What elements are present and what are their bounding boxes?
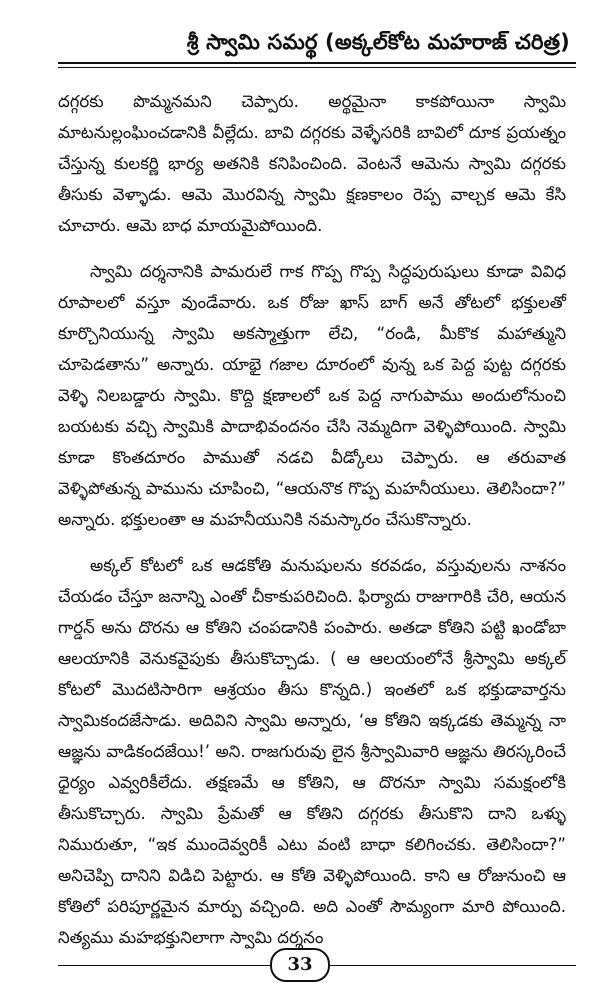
- paragraph: దగ్గరకు పొమ్మనమని చెప్పారు. అర్థమైనా కాకపోయినా స్వామి మాటనుల్లంఘించడానికి వీల్లేదు. బావి దగ్గరకు వెళ్ళేసరికి బావిలో దూక ప్రయత్నం చేస్తున్న కులకర్ణి భార్య అతనికి కనిపించింది. వెంటనే ఆమెను స్వామి దగ్గరకు తీసుకు వెళ్ళాడు. ఆమె మొరవిన్న స్వామి క్షణకాలం రెప్ప వాల్చక ఆమె కేసి చూచారు. ఆమె బాధ మాయమైపోయింది.: [58, 92, 566, 235]
- page-number: 33: [270, 948, 330, 982]
- paragraph: స్వామి దర్శనానికి పామరులే గాక గొప్ప గొప్ప సిద్ధపురుషులు కూడా వివిధ రూపాలలో వస్తూ వుండేవారు. ఒక రోజు ఖాస్ బాగ్ అనే తోటలో భక్తులతో కూర్చొనియున్న స్వామి అకస్మాత్తుగా లేచి, “రండి, మీకొక మహాత్ముని చూపెడతాను” అన్నారు. యాభై గజాల దూరంలో వున్న ఒక పెద్ద పుట్ట దగ్గరకు వెళ్ళి నిలబడ్డారు స్వామి. కొద్ది క్షణాలలో ఒక పెద్ద నాగుపాము అందులోనుంచి బయటకు వచ్చి స్వామికి పాదాభివందనం చేసి నెమ్మదిగా వెళ్ళిపోయింది. స్వామి కూడా కొంతదూరం పాముతో నడచి వీడ్కోలు చెప్పారు. ఆ తరువాత వెళ్ళిపోతున్న పామును చూపించి, “ఆయనొక గొప్ప మహనీయులు. తెలిసిందా?” అన్నారు. భక్తులంతా ఆ మహనీయునికి నమస్కారం చేసుకొన్నారు.: [58, 262, 566, 529]
- header-rule: [58, 62, 576, 64]
- body-text: [58, 86, 566, 968]
- paragraph: అక్కల్ కోటలో ఒక ఆడకోతి మనుషులను కరవడం, వస్తువులను నాశనం చేయడం చేస్తూ జనాన్ని ఎంతో చీకాకుపరిచింది. ఫిర్యాదు రాజుగారికి చేరి, ఆయన గార్డన్ అను దొరను ఆ కోతిని చంపడానికి పంపారు. అతడా కోతిని పట్టి ఖండోబా ఆలయానికి వెనుకవైపుకు తీసుకొచ్చాడు. ( ఆ ఆలయంలోనే శ్రీస్వామి అక్కల్ కోటలో మొదటిసారిగా ఆశ్రయం తీసు కొన్నది.) ఇంతలో ఒక భక్తుడావార్తను స్వామికందజేసాడు. అదివిని స్వామి అన్నారు, ‘ఆ కోతిని ఇక్కడకు తెమ్మన్న నా ఆజ్ఞను వాడికందజేయి!’ అని. రాజగురువు లైన శ్రీస్వామివారి ఆజ్ఞను తిరస్కరించే ధైర్యం ఎవ్వరికీలేదు. తక్షణమే ఆ కోతిని, ఆ దొరనూ స్వామి సమక్షంలోకి తీసుకొచ్చారు. స్వామి ప్రేమతో ఆ కోతిని దగ్గరకు తీసుకొని దాని ఒళ్ళు నిమురుతూ, “ఇక ముందెవ్వరికీ ఎటు వంటి బాధా కలిగించకు. తెలిసిందా?” అనిచెప్పి దానిని విడిచి పెట్టారు. ఆ కోతి వెళ్ళిపోయింది. కాని ఆ రోజునుంచి ఆ కోతిలో పరిపూర్ణమైన మార్పు వచ్చింది. అది ఎంతో సౌమ్యంగా మారి పోయింది. నిత్యము మహభక్తునిలాగా స్వామి దర్శనం: [58, 556, 566, 947]
- header-rule-thin: [58, 67, 576, 68]
- running-header-title: శ్రీ స్వామి సమర్థ (అక్కల్‌కోట మహరాజ్ చరిత్ర): [186, 30, 570, 54]
